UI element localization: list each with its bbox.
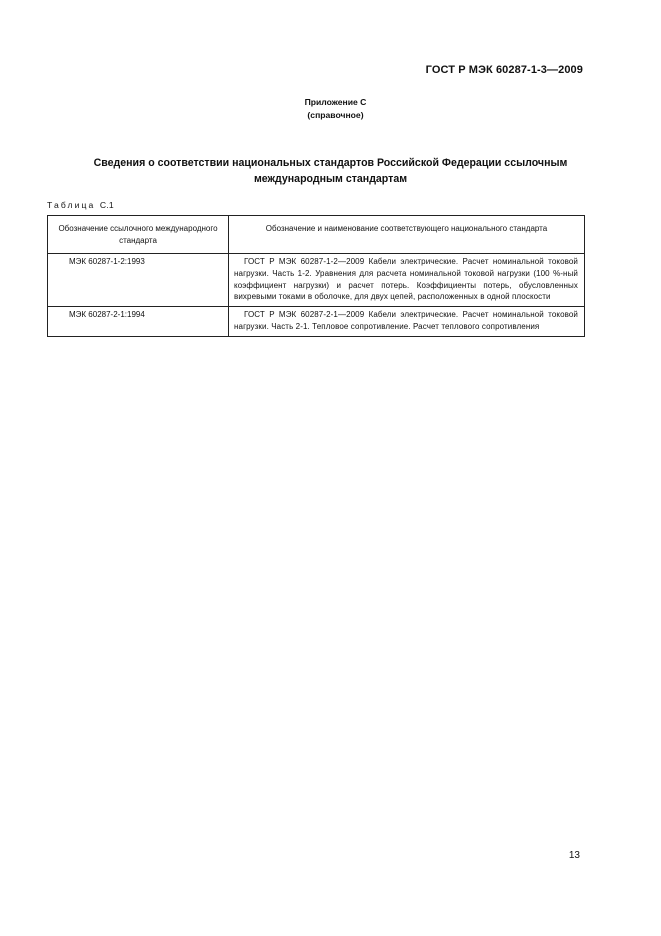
table-row [48,307,585,337]
header-national-standard: Обозначение и наименование соответствующего национального стандарта [229,216,585,254]
header-reference-standard: Обозначение ссылочного международного стандарта [48,216,229,254]
national-standard-cell: ГОСТ Р МЭК 60287-1-2—2009 Кабели электрические. Расчет номинальной токовой нагрузки. Часть 1-2. Уравнения для расчета номинальной токовой нагрузки (100 %-ный коэффициент нагрузки) и расчет потерь. Коэффициенты потерь, обусловленных вихревыми токами в оболочке, для двух цепей, расположенных в одной плоскости [229,254,585,307]
table-caption-word: Таблица [47,200,96,210]
appendix-title: Приложение С [304,97,367,107]
correspondence-table [47,215,585,337]
document-standard-id: ГОСТ Р МЭК 60287-1-3—2009 [425,64,583,76]
table-caption-number: С.1 [99,200,114,210]
appendix-subtitle: (справочное) [307,110,364,120]
page-number: 13 [568,850,580,861]
reference-standard-cell: МЭК 60287-1-2:1993 [48,254,229,307]
table-caption [47,200,114,210]
section-title-line-1: Сведения о соответствии национальных стандартов Российской Федерации ссылочным [93,157,568,169]
national-standard-cell: ГОСТ Р МЭК 60287-2-1—2009 Кабели электрические. Расчет номинальной токовой нагрузки. Часть 2-1. Тепловое сопротивление. Расчет теплового сопротивления [229,307,585,337]
table-row [48,254,585,307]
appendix-heading [0,96,661,122]
section-title [50,155,611,187]
section-title-line-2: международным стандартам [253,173,408,185]
reference-standard-cell: МЭК 60287-2-1:1994 [48,307,229,337]
table-header-row [48,216,585,254]
